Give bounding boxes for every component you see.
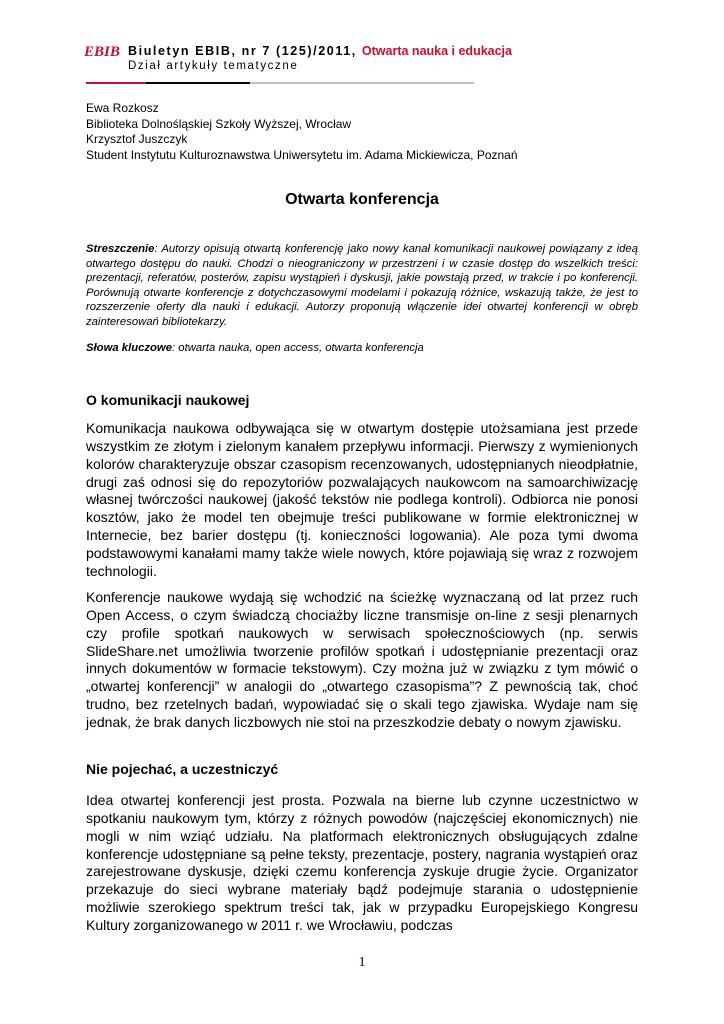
header-rule-dark — [146, 82, 250, 84]
author-name: Krzysztof Juszczyk — [86, 132, 188, 146]
header-rule-red — [86, 82, 146, 84]
author-affiliation: Student Instytutu Kulturoznawstwa Uniwersytetu im. Adama Mickiewicza, Poznań — [86, 147, 518, 162]
ebib-logo — [84, 41, 122, 61]
body-paragraph: Konferencje naukowe wydają się wchodzić na ścieżkę wyznaczaną od lat przez ruch Open Access, o czym świadczą chociażby liczne transmisje on-line z sesji plenarnych czy profile spotkań naukowych w serwisach społecznościowych (np. serwis SlideShare.net umożliwia tworzenie profilów spotkań i udostępnianie prezentacji oraz innych dokumentów w formacie tekstowym). Czy można już w związku z tym mówić o „otwartej konferencji” w analogii do „otwartego czasopisma”? Z pewnością tak, choć trudno, bez rzetelnych badań, wypowiadać się o skali tego zjawiska. Wydaje nam się jednak, że brak danych liczbowych nie stoi na przeszkodzie debaty o nowym zjawisku. — [86, 589, 638, 730]
header-rule-gray — [250, 82, 474, 84]
section-heading: O komunikacji naukowej — [86, 392, 250, 408]
abstract — [86, 242, 638, 330]
keywords — [86, 342, 424, 354]
bulletin-section: Dział artykuły tematyczne — [128, 60, 299, 72]
ebib-logo-text: EBIB — [84, 44, 120, 60]
author-name: Ewa Rozkosz — [86, 101, 159, 115]
page-number: 1 — [358, 955, 366, 970]
abstract-label: Streszczenie — [86, 243, 155, 255]
body-paragraph: Komunikacja naukowa odbywająca się w otwartym dostępie utożsamiana jest przede wszystkim ze złotym i zielonym kanałem przepływu informacji. Pierwszy z wymienionych kolorów charakteryzuje obszar czasopism recenzowanych, udostępnianych nieodpłatnie, drugi zaś odnosi się do repozytoriów pozwalających naukowcom na samoarchiwizację własnej twórczości naukowej (jakość tekstów nie podlega kontroli). Odbiorca nie ponosi kosztów, jako że model ten obejmuje treści publikowane w formie elektronicznej w Internecie, bez barier dostępu (tj. konieczności logowania). Ale poza tymi dwoma podstawowymi kanałami mamy także wiele nowych, które pojawiają się wraz z rozwojem technologii. — [86, 420, 638, 579]
bulletin-issue-topic: Otwarta nauka i edukacja — [361, 44, 512, 58]
keywords-text: : otwarta nauka, open access, otwarta konferencja — [172, 342, 424, 354]
abstract-text: : Autorzy opisują otwartą konferencję jako nowy kanał komunikacji naukowej powiązany z ideą otwartego dostępu do nauki. Chodzi o nieograniczony w przestrzeni i w czasie dostęp do wszelkich treści: prezentacji, referatów, posterów, zapisu wystąpień i dyskusji, jakie powstają przed, w trakcie i po konferencji. Porównują otwarte konferencje z dotychczasowymi modelami i pokazują różnice, wskazują także, że jest to rozszerzenie oferty dla nauki i edukacji. Autorzy proponują włączenie idei otwartej konferencji w obręb zainteresowań bibliotekarzy. — [86, 243, 638, 328]
bulletin-issue-number: Biuletyn EBIB, nr 7 (125)/2011, — [128, 44, 362, 58]
author-block — [86, 101, 518, 163]
keywords-label: Słowa kluczowe — [86, 342, 173, 354]
bulletin-issue — [128, 44, 512, 58]
author-affiliation: Biblioteka Dolnośląskiej Szkoły Wyższej, Wrocław — [86, 116, 352, 131]
body-paragraph: Idea otwartej konferencji jest prosta. Pozwala na bierne lub czynne uczestnictwo w spotkaniu naukowym tym, którzy z różnych powodów (najczęściej ekonomicznych) nie mogli w nim wziąć udziału. Na platformach elektronicznych obsługujących zdalne konferencje udostępniane są pełne teksty, prezentacje, postery, nagrania wystąpień oraz zarejestrowane dyskusje, dzięki czemu konferencja zyskuje drugie życie. Organizator przekazuje do sieci wybrane materiały bądź podejmuje starania o udostępnienie możliwie szerokiego spektrum treści tak, jak w przypadku Europejskiego Kongresu Kultury zorganizowanego w 2011 r. we Wrocławiu, podczas — [86, 792, 638, 933]
section-heading: Nie pojechać, a uczestniczyć — [86, 761, 279, 777]
article-title: Otwarta konferencja — [285, 191, 439, 208]
